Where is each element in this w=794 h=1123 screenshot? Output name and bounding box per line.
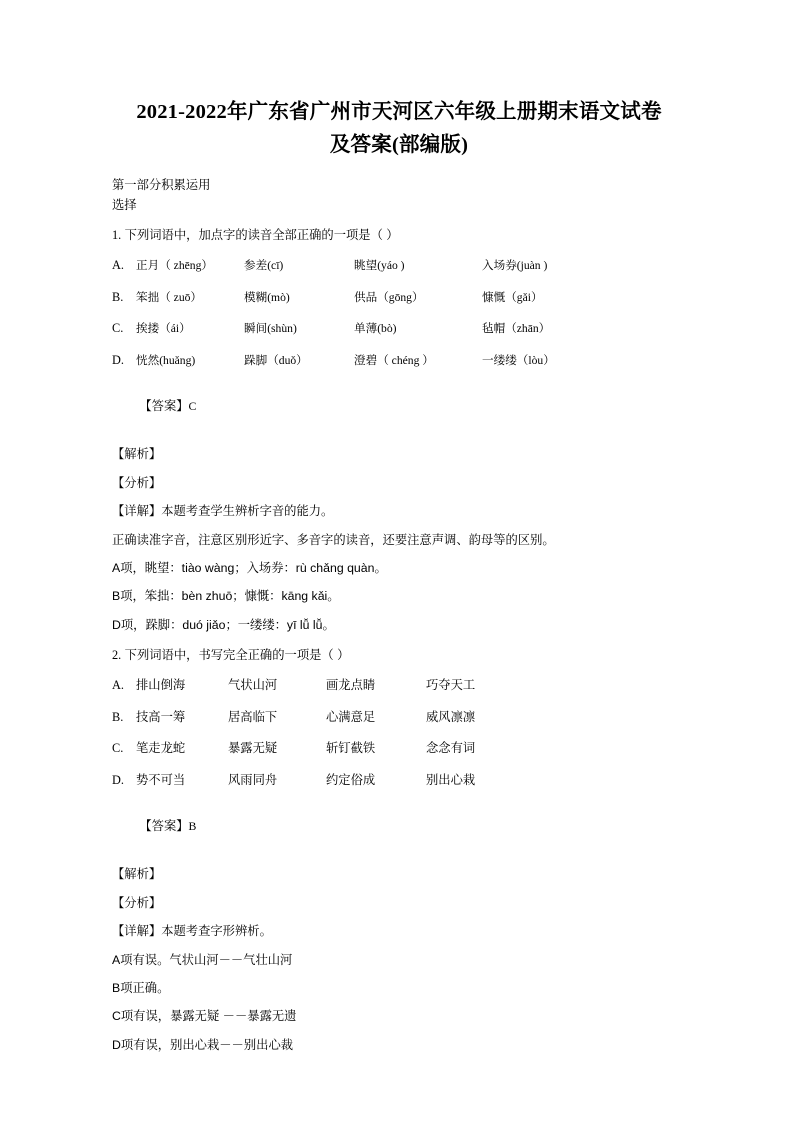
option-text: 毡帽（zhān） bbox=[482, 322, 551, 336]
question-1 bbox=[112, 226, 686, 635]
question-1-xiangjie: 【详解】本题考查学生辨析字音的能力。 bbox=[112, 504, 334, 519]
answer-value: C bbox=[188, 399, 197, 414]
option-label: C. bbox=[112, 321, 124, 336]
question-1-stem bbox=[112, 226, 686, 245]
question-1-jiexi-tag: 【解析】 bbox=[112, 447, 162, 462]
option-label: A. bbox=[112, 678, 124, 693]
answer-tag: 【答案】 bbox=[139, 399, 189, 414]
option-label: B. bbox=[112, 709, 124, 724]
question-1-note-1: A项，眺望：tiào wàng；入场券：rù chǎng quàn。 bbox=[112, 561, 387, 575]
question-2-answer bbox=[112, 798, 686, 856]
option-text: 瞬间(shùn) bbox=[244, 322, 297, 336]
option-text: 眺望(yáo ) bbox=[354, 259, 405, 273]
option-text: 居高临下 bbox=[228, 709, 278, 724]
option-text: 别出心栽 bbox=[426, 772, 476, 787]
option-text: 挨搂（ái） bbox=[136, 322, 191, 336]
option-text: 气状山河 bbox=[228, 678, 278, 693]
question-2-stem bbox=[112, 646, 686, 665]
question-2-option-d[interactable] bbox=[112, 771, 686, 789]
question-2-option-b[interactable] bbox=[112, 708, 686, 726]
question-2-fenxi-tag: 【分析】 bbox=[112, 895, 162, 910]
option-text: 暴露无疑 bbox=[228, 741, 278, 756]
option-text: 势不可当 bbox=[136, 772, 186, 787]
option-label: B. bbox=[112, 289, 124, 304]
option-text: 跺脚（duǒ） bbox=[244, 353, 308, 367]
document-body bbox=[112, 96, 686, 1055]
option-label: C. bbox=[112, 741, 124, 756]
option-text: 慷慨（gǎi） bbox=[482, 290, 543, 304]
question-2-stem-text: 下列词语中，书写完全正确的一项是（ ） bbox=[124, 648, 350, 663]
question-1-note-0: 正确读准字音，注意区别形近字、多音字的读音，还要注意声调、韵母等的区别。 bbox=[112, 532, 555, 547]
option-text: 笨拙（ zuō） bbox=[136, 290, 203, 304]
option-text: 约定俗成 bbox=[326, 772, 376, 787]
page-title-line-2: 及答案(部编版) bbox=[329, 134, 469, 157]
option-text: 巧夺天工 bbox=[426, 678, 476, 693]
question-2-note-2: C项有误，暴露无疑 －－暴露无遗 bbox=[112, 1009, 297, 1024]
question-2-note-3: D项有误，别出心栽－－别出心裁 bbox=[112, 1037, 294, 1052]
section-heading: 第一部分积累运用 bbox=[112, 178, 211, 193]
option-text: 单薄(bò) bbox=[354, 322, 397, 336]
question-1-answer bbox=[112, 378, 686, 436]
option-label: D. bbox=[112, 772, 124, 787]
question-2-option-c[interactable] bbox=[112, 739, 686, 757]
option-text: 技高一筹 bbox=[136, 709, 186, 724]
section-subheading: 选择 bbox=[112, 197, 137, 212]
option-text: 澄碧（ chéng ） bbox=[354, 353, 434, 367]
question-1-fenxi-tag: 【分析】 bbox=[112, 475, 162, 490]
answer-value: B bbox=[188, 819, 197, 834]
option-text: 心满意足 bbox=[326, 709, 376, 724]
option-text: 恍然(huǎng) bbox=[136, 353, 196, 367]
question-1-option-d[interactable] bbox=[112, 351, 686, 369]
option-text: 斩钉截铁 bbox=[326, 741, 376, 756]
question-1-options bbox=[112, 256, 686, 369]
page-title-line-1: 2021-2022年广东省广州市天河区六年级上册期末语文试卷 bbox=[136, 101, 662, 123]
question-2-option-a[interactable] bbox=[112, 676, 686, 694]
question-1-option-c[interactable] bbox=[112, 319, 686, 337]
option-text: 供品（gōng） bbox=[354, 290, 424, 304]
question-1-note-3: D项，跺脚：duó jiǎo；一缕缕：yī lǚ lǚ。 bbox=[112, 617, 335, 632]
option-label: D. bbox=[112, 352, 124, 367]
question-2-jiexi-tag: 【解析】 bbox=[112, 867, 162, 882]
page-title bbox=[112, 96, 686, 162]
option-text: 念念有词 bbox=[426, 741, 476, 756]
question-1-option-b[interactable] bbox=[112, 288, 686, 306]
option-text: 风雨同舟 bbox=[228, 772, 278, 787]
answer-tag: 【答案】 bbox=[139, 819, 189, 834]
question-1-number: 1. bbox=[112, 228, 122, 243]
option-text: 参差(cī) bbox=[244, 259, 284, 273]
option-text: 一缕缕（lòu） bbox=[482, 353, 555, 367]
option-label: A. bbox=[112, 258, 124, 273]
question-1-note-2: B项，笨拙：bèn zhuō；慷慨：kāng kǎi。 bbox=[112, 589, 340, 604]
option-text: 正月（ zhēng） bbox=[136, 259, 213, 273]
option-text: 排山倒海 bbox=[136, 678, 186, 693]
question-2-number: 2. bbox=[112, 648, 122, 663]
option-text: 威风凛凛 bbox=[426, 709, 476, 724]
option-text: 入场券(juàn ) bbox=[482, 259, 548, 273]
question-2-xiangjie: 【详解】本题考查字形辨析。 bbox=[112, 924, 272, 939]
question-2-note-0: A项有误。气状山河－－气壮山河 bbox=[112, 952, 293, 967]
question-2-options bbox=[112, 676, 686, 789]
option-text: 画龙点睛 bbox=[326, 678, 376, 693]
option-text: 笔走龙蛇 bbox=[136, 741, 186, 756]
question-2 bbox=[112, 646, 686, 1055]
question-2-note-1: B项正确。 bbox=[112, 981, 170, 996]
option-text: 模糊(mò) bbox=[244, 290, 290, 304]
question-1-option-a[interactable] bbox=[112, 256, 686, 274]
question-1-stem-text: 下列词语中，加点字的读音全部正确的一项是（ ） bbox=[124, 228, 399, 243]
